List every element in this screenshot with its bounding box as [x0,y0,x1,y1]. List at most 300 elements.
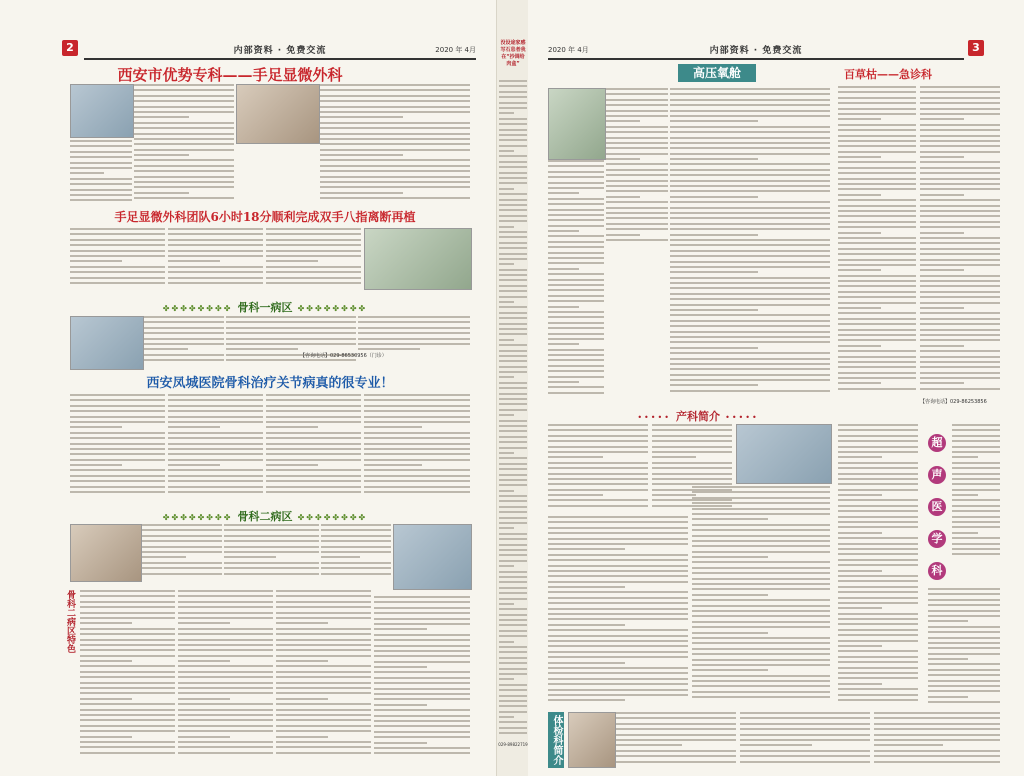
text-line [499,172,527,174]
text-line [548,456,603,458]
text-line [499,490,514,492]
text-line [499,565,514,567]
text-line [838,156,881,158]
text-line [952,494,978,496]
text-line [920,232,964,234]
text-line [548,624,625,626]
ortho2-text-4 [80,590,175,760]
text-line [374,596,470,598]
text-line [920,167,1000,169]
text-line [952,489,1000,491]
text-line [266,480,361,482]
text-line [838,661,918,663]
text-line [838,537,918,539]
text-line [670,309,758,311]
text-line [952,446,1000,448]
text-line [358,332,470,334]
text-line [920,221,1000,223]
text-line [838,307,881,309]
text-line [952,429,1000,431]
text-line [70,162,132,164]
text-line [178,671,273,673]
joint-text-3 [266,394,361,499]
text-line [321,567,391,569]
text-line [920,205,1000,207]
text-line [499,188,514,190]
text-line [374,661,470,663]
text-line [920,291,1000,293]
text-line [178,687,273,689]
text-line [920,199,1000,201]
text-line [499,269,527,271]
text-line [266,426,318,428]
text-line [952,526,1000,528]
text-line [266,453,361,455]
text-line [499,317,527,319]
text-line [80,617,175,619]
text-line [548,300,604,302]
text-line [692,675,830,677]
text-line [134,116,189,118]
text-line [499,522,527,524]
text-line [920,113,1000,115]
text-line [276,655,371,657]
text-line [952,451,1000,453]
text-line [499,344,527,346]
text-line [838,264,916,266]
text-line [499,220,527,222]
text-line [838,259,916,261]
text-line [178,736,230,738]
text-line [838,151,916,153]
text-line [178,692,273,694]
text-line [364,437,470,439]
text-line [606,163,668,165]
text-line [838,451,918,453]
text-line [616,755,736,757]
text-line [920,264,1000,266]
text-line [499,668,527,670]
text-line [70,475,165,477]
text-line [548,451,648,453]
text-line [838,440,918,442]
obstetrics-text-3 [548,516,688,706]
text-line [320,181,470,183]
text-line [168,282,263,284]
text-line [364,410,470,412]
text-line [178,676,273,678]
ortho2-photo-1 [70,524,142,582]
text-line [838,483,918,485]
text-line [920,323,1000,325]
text-line [168,416,263,418]
text-line [80,649,175,651]
checkup-text-3 [874,712,1000,768]
text-line [499,721,527,723]
text-line [364,464,422,466]
text-line [276,730,371,732]
text-line [80,746,175,748]
text-line [276,606,371,608]
text-line [144,338,224,340]
text-line [670,255,830,257]
text-line [499,436,527,438]
text-line [70,443,165,445]
text-line [692,659,830,661]
text-line [952,505,1000,507]
text-line [499,382,527,384]
text-line [548,489,648,491]
headline-joint: 西安凤城医院骨科治疗关节病真的很专业！ [146,376,394,391]
text-line [740,734,870,736]
text-line [374,671,470,673]
text-line [838,467,918,469]
text-line [364,448,470,450]
text-line [499,641,514,643]
text-line [548,209,604,211]
hbo-text-2 [670,88,830,398]
text-line [499,700,527,702]
text-line [276,698,328,700]
text-line [320,122,470,124]
text-line [548,640,688,642]
text-line [499,403,527,405]
text-line [838,199,916,201]
text-line [838,86,916,88]
text-line [838,215,916,217]
text-line [838,629,918,631]
text-line [952,462,1000,464]
text-line [144,359,224,361]
text-line [70,172,104,174]
text-line [920,345,964,347]
text-line [134,138,234,140]
text-line [838,248,916,250]
text-line [499,166,527,168]
text-line [670,234,758,236]
text-line [374,688,470,690]
text-line [670,347,758,349]
text-line [928,631,1000,633]
text-line [142,551,222,553]
text-line [499,657,527,659]
text-line [499,538,527,540]
text-line [920,372,1000,374]
text-line [838,350,916,352]
text-line [144,348,188,350]
ultrasound-char-3: 医 [928,498,946,516]
text-line [70,486,165,488]
text-line [920,280,1000,282]
text-line [670,131,830,133]
text-line [224,567,319,569]
text-line [548,306,579,308]
text-line [80,698,132,700]
text-line [616,728,736,730]
text-line [364,394,470,396]
text-line [226,343,356,345]
text-line [266,277,361,279]
text-line [320,89,470,91]
text-line [320,106,470,108]
text-line [499,323,527,325]
ultrasound-text-2 [952,424,1000,564]
text-line [692,615,830,617]
text-line [548,683,688,685]
text-line [499,247,527,249]
text-line [670,169,830,171]
text-line [70,244,165,246]
text-line [838,656,918,658]
text-line [652,494,696,496]
text-line [670,153,830,155]
text-line [70,255,165,257]
text-line [80,644,175,646]
text-line [142,535,222,537]
text-line [548,548,625,550]
text-line [276,719,371,721]
text-line [670,277,830,279]
text-line [226,338,356,340]
text-line [740,723,870,725]
text-line [548,499,648,501]
ultrasound-char-5: 科 [928,562,946,580]
text-line [266,448,361,450]
text-line [134,165,234,167]
text-line [838,296,916,298]
text-line [70,453,165,455]
text-line [364,491,470,493]
text-line [670,352,830,354]
text-line [928,653,1000,655]
text-line [606,212,668,214]
text-line [70,282,165,284]
text-line [920,377,1000,379]
text-line [499,215,527,217]
text-line [740,717,870,719]
text-line [499,182,527,184]
text-line [548,473,648,475]
text-line [499,328,527,330]
text-line [134,149,234,151]
text-line [670,358,830,360]
text-line [276,703,371,705]
text-line [320,197,470,199]
text-line [70,464,122,466]
text-line [920,183,1000,185]
text-line [920,248,1000,250]
text-line [499,592,527,594]
text-line [838,118,881,120]
text-line [874,717,1000,719]
text-line [548,597,688,599]
text-line [838,226,916,228]
text-line [499,581,527,583]
text-line [670,266,830,268]
text-line [838,591,918,593]
text-line [499,193,527,195]
text-line [692,685,830,687]
text-line [70,271,165,273]
text-line [692,610,830,612]
text-line [70,432,165,434]
text-line [920,259,1000,261]
text-line [838,323,916,325]
ultrasound-text-1 [838,424,918,710]
text-line [928,637,1000,639]
text-line [226,316,356,318]
text-line [548,279,604,281]
text-line [374,698,470,700]
text-line [838,553,918,555]
text-line [499,425,527,427]
text-line [70,416,165,418]
text-line [670,223,830,225]
text-line [952,473,1000,475]
text-line [374,677,470,679]
ortho2-header [60,505,470,523]
text-line [499,409,527,411]
decor-stars-left-2: ✤✤✤✤✤✤✤✤ [162,513,233,522]
text-line [358,316,470,318]
text-line [266,250,361,252]
text-line [266,486,361,488]
text-line [740,744,812,746]
text-line [606,120,640,122]
text-line [276,628,371,630]
obstetrics-photo [736,424,832,484]
text-line [874,755,1000,757]
text-line [499,484,527,486]
text-line [548,246,604,248]
text-line [692,524,830,526]
text-line [920,161,1000,163]
text-line [740,755,870,757]
text-line [499,420,527,422]
text-line [178,617,273,619]
text-line [692,578,830,580]
text-line [838,645,882,647]
text-line [838,462,918,464]
section-ortho2: 骨科二病区 [237,510,293,523]
text-line [692,626,830,628]
section-hbo: 高压氧舱 [678,64,756,82]
text-line [499,603,514,605]
text-line [920,178,1000,180]
text-line [499,387,527,389]
hbo-text-3 [548,160,604,398]
right-page [528,0,1024,776]
text-line [321,524,391,526]
text-line [670,180,830,182]
ortho2-text-6 [276,590,371,760]
text-line [80,622,132,624]
text-line [692,545,830,547]
text-line [499,366,527,368]
text-line [920,361,1000,363]
text-line [499,619,527,621]
text-line [168,399,263,401]
text-line [838,205,916,207]
text-line [224,529,319,531]
text-line [548,494,603,496]
text-line [70,228,165,230]
text-line [374,634,470,636]
text-line [838,140,916,142]
text-line [142,567,222,569]
text-line [920,210,1000,212]
text-line [548,214,604,216]
text-line [134,127,234,129]
text-line [499,279,527,281]
text-line [928,680,1000,682]
text-line [838,499,918,501]
text-line [548,354,604,356]
text-line [606,234,640,236]
text-line [670,163,830,165]
text-line [178,633,273,635]
text-line [838,275,916,277]
ultrasound-text-3 [928,588,1000,710]
text-line [266,469,361,471]
text-line [374,731,470,733]
article-text-1 [134,84,234,204]
text-line [499,209,527,211]
text-line [692,556,768,558]
text-line [838,372,916,374]
masthead-right [548,40,964,60]
text-line [499,635,527,637]
text-line [692,642,830,644]
ortho2-text-7 [374,596,470,760]
text-line [374,612,470,614]
text-line [838,667,918,669]
left-page [0,0,496,776]
text-line [320,133,470,135]
ortho2-photo-2 [393,524,472,590]
text-line [276,590,371,592]
text-line [670,325,830,327]
text-line [670,196,758,198]
text-line [266,244,361,246]
text-line [266,410,361,412]
page-number-right: 3 [968,40,984,56]
text-line [178,639,273,641]
text-line [134,181,234,183]
text-line [499,285,527,287]
text-line [920,366,1000,368]
text-line [358,338,470,340]
text-line [134,89,234,91]
text-line [838,672,918,674]
text-line [548,618,688,620]
text-line [838,178,916,180]
text-line [670,110,830,112]
text-line [548,289,604,291]
text-line [499,236,527,238]
text-line [838,516,918,518]
text-line [874,734,1000,736]
text-line [178,730,273,732]
text-line [178,590,273,592]
text-line [838,478,918,480]
text-line [499,199,527,201]
text-line [928,690,1000,692]
text-line [838,521,918,523]
text-line [70,156,132,158]
text-line [70,239,165,241]
text-line [168,426,220,428]
